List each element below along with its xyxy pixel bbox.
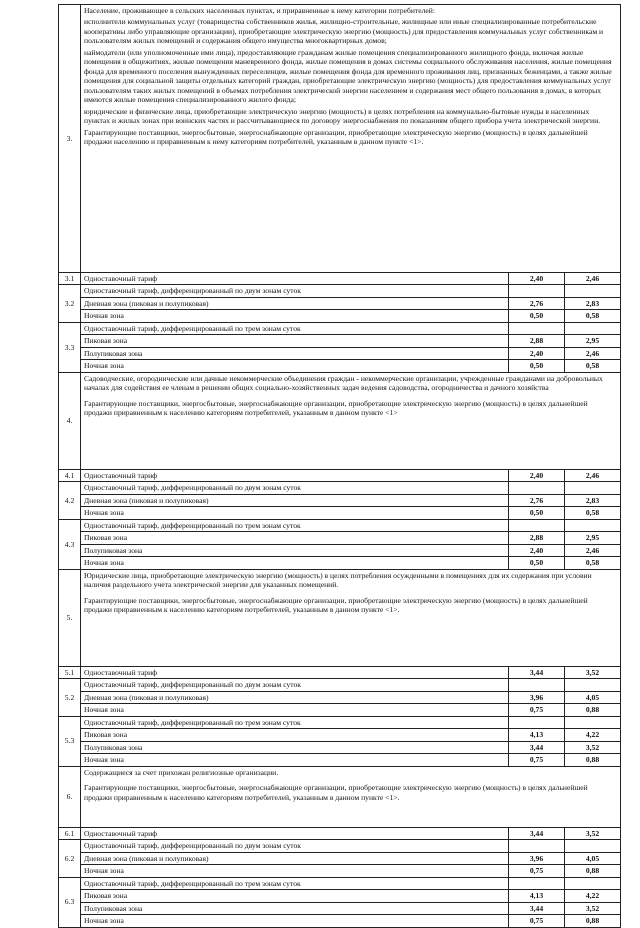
tariff-value-second-half: 2,46 [565,469,621,481]
zone-label: Пиковая зона [81,890,509,902]
category-description [81,766,621,827]
tariff-row-two-zone-title [59,482,621,494]
category-description [81,569,621,666]
tariff-row-single [59,666,621,678]
tariff-value-second-half: 0,88 [565,704,621,716]
tariff-row-two-zone-title [59,840,621,852]
tariff-row-zone [59,335,621,347]
category-paragraph: Содержащиеся за счет прихожан религиозные организации. [84,767,279,777]
zone-label: Дневная зона (пиковая и полупиковая) [81,691,509,703]
tariff-subheading: Одноставочный тариф, дифференцированный по трем зонам суток [81,716,509,728]
tariff-value-first-half: 2,88 [509,335,565,347]
zone-label: Полупиковая зона [81,741,509,753]
category-paragraph: Гарантирующие поставщики, энергосбытовые, энергоснабжающие организации, приобретающие электрическую энергию (мощность) в целях дальнейшей продажи приравненным к населению категориям потребителей, указанным в данном пункте <1>. [84,595,588,615]
tariff-value-first-half: 0,50 [509,557,565,569]
tariff-row-zone [59,902,621,914]
tariff-row-single [59,827,621,839]
tariff-value-empty [565,482,621,494]
category-paragraph: юридические и физические лица, приобретающие электрическую энергию (мощность) в целях потребления на коммунально-бытовые нужды в населенных пунктах и жилых зонах при воинских частях и рассчитывающиеся по договору энергоснабжения по показаниям общего прибора учета электрической энергии. [84,106,601,126]
zone-label: Полупиковая зона [81,902,509,914]
tariff-subheading: Одноставочный тариф, дифференцированный по двум зонам суток [81,285,509,297]
tariff-value-second-half: 0,58 [565,557,621,569]
tariff-row-three-zone-title [59,322,621,334]
tariff-row-zone [59,557,621,569]
category-description [81,372,621,469]
tariff-row-zone [59,890,621,902]
tariff-row-zone [59,507,621,519]
tariff-subheading: Одноставочный тариф, дифференцированный по двум зонам суток [81,840,509,852]
tariff-value-first-half: 0,50 [509,507,565,519]
zone-label: Дневная зона (пиковая и полупиковая) [81,494,509,506]
tariff-value-second-half: 2,83 [565,297,621,309]
tariff-value-first-half: 3,44 [509,902,565,914]
tariff-value-second-half: 4,22 [565,729,621,741]
tariff-value-first-half: 2,76 [509,494,565,506]
tariff-value-second-half: 2,46 [565,544,621,556]
tariff-value-empty [565,519,621,531]
zone-label: Пиковая зона [81,335,509,347]
tariff-number: 6.2 [59,840,81,877]
category-row [59,372,621,469]
tariff-value-empty [565,679,621,691]
tariff-value-first-half: 0,75 [509,754,565,766]
tariff-subheading: Одноставочный тариф, дифференцированный по двум зонам суток [81,679,509,691]
zone-label: Ночная зона [81,310,509,322]
category-row [59,766,621,827]
category-paragraph: Юридические лица, приобретающие электрическую энергию (мощность) в целях потребления осужденными в помещениях для их содержания при условии наличия раздельного учета электрической энергии для указанных помещений. [84,570,592,590]
zone-label: Дневная зона (пиковая и полупиковая) [81,297,509,309]
category-number: 3. [59,5,81,273]
tariff-number: 6.3 [59,877,81,927]
tariff-value-second-half: 0,58 [565,507,621,519]
tariff-number: 6.1 [59,827,81,839]
zone-label: Ночная зона [81,557,509,569]
tariff-value-empty [565,285,621,297]
tariff-value-first-half: 2,40 [509,347,565,359]
tariff-value-first-half: 4,13 [509,729,565,741]
category-number: 6. [59,766,81,827]
tariff-value-first-half: 0,75 [509,865,565,877]
tariff-row-two-zone-title [59,679,621,691]
tariff-row-three-zone-title [59,877,621,889]
tariff-value-empty [509,322,565,334]
tariff-value-second-half: 2,95 [565,335,621,347]
tariff-value-second-half: 4,22 [565,890,621,902]
tariff-value-second-half: 0,88 [565,915,621,927]
tariff-number: 5.2 [59,679,81,716]
tariff-value-first-half: 3,44 [509,827,565,839]
tariff-row-zone [59,360,621,372]
tariff-number: 3.1 [59,273,81,285]
tariff-value-first-half: 2,40 [509,544,565,556]
tariff-row-single [59,273,621,285]
tariff-value-empty [509,519,565,531]
tariff-number: 4.2 [59,482,81,519]
tariff-value-second-half: 4,05 [565,852,621,864]
tariff-label: Одноставочный тариф [81,827,509,839]
tariff-value-first-half: 3,96 [509,852,565,864]
tariff-value-empty [509,482,565,494]
tariff-row-zone [59,544,621,556]
zone-label: Полупиковая зона [81,544,509,556]
tariff-row-zone [59,691,621,703]
tariff-value-second-half: 0,88 [565,865,621,877]
tariff-value-empty [509,840,565,852]
tariff-value-second-half: 0,58 [565,360,621,372]
category-number: 4. [59,372,81,469]
tariff-value-second-half: 2,46 [565,347,621,359]
tariff-label: Одноставочный тариф [81,666,509,678]
tariff-row-zone [59,729,621,741]
tariff-value-empty [509,679,565,691]
tariff-value-second-half: 0,58 [565,310,621,322]
category-number: 5. [59,569,81,666]
tariff-number: 4.1 [59,469,81,481]
tariff-value-second-half: 2,95 [565,532,621,544]
tariff-row-zone [59,347,621,359]
tariff-row-zone [59,865,621,877]
tariff-row-zone [59,704,621,716]
tariff-subheading: Одноставочный тариф, дифференцированный по двум зонам суток [81,482,509,494]
category-description [81,5,621,273]
tariff-row-zone [59,310,621,322]
tariff-row-zone [59,494,621,506]
category-paragraph: наймодатели (или уполномоченные ими лица), предоставляющие гражданам жилые помещения специализированного жилищного фонда, включая жилые помещения в общежитиях, жилые помещения маневренного фонда, жилые помещения в домах системы социального обслуживания населения, жилые помещения фонда для временного поселения вынужденных переселенцев, жилые помещения фонда для временного проживания лиц, признанных беженцами, а также жилые помещения для социальной защиты отдельных категорий граждан, приобретающие электрическую энергию (мощность) для предоставления коммунальных услуг пользователям таких жилых помещений в объемах потребления электрической энергии населением и содержания мест общего пользования в домах, в которых имеются жилые помещения специализированного жилого фонда; [84,47,612,105]
tariff-value-empty [565,322,621,334]
tariff-row-two-zone-title [59,285,621,297]
tariff-value-first-half: 3,44 [509,666,565,678]
zone-label: Дневная зона (пиковая и полупиковая) [81,852,509,864]
tariff-subheading: Одноставочный тариф, дифференцированный по трем зонам суток [81,322,509,334]
tariff-number: 3.2 [59,285,81,322]
tariff-value-first-half: 0,75 [509,704,565,716]
zone-label: Ночная зона [81,754,509,766]
zone-label: Ночная зона [81,704,509,716]
tariff-row-zone [59,532,621,544]
tariff-value-first-half: 2,76 [509,297,565,309]
tariff-value-first-half: 4,13 [509,890,565,902]
tariff-row-single [59,469,621,481]
tariff-value-second-half: 4,05 [565,691,621,703]
zone-label: Пиковая зона [81,532,509,544]
tariff-value-first-half: 0,50 [509,360,565,372]
tariff-table-body [59,5,621,928]
tariff-number: 5.3 [59,716,81,766]
tariff-label: Одноставочный тариф [81,469,509,481]
tariff-value-empty [565,877,621,889]
tariff-value-second-half: 2,46 [565,273,621,285]
tariff-table [58,4,621,928]
zone-label: Ночная зона [81,360,509,372]
tariff-value-first-half: 2,40 [509,273,565,285]
tariff-value-empty [509,285,565,297]
tariff-row-three-zone-title [59,716,621,728]
tariff-value-first-half: 3,44 [509,741,565,753]
tariff-value-second-half: 0,88 [565,754,621,766]
zone-label: Ночная зона [81,865,509,877]
category-paragraph: Садоводческие, огороднические или дачные некоммерческие объединения граждан - некоммерческие организации, учрежденные гражданами на добровольных началах для содействия ее членам в решении общих социально-хозяйственных задач ведения садоводства, огородничества и дачного хозяйства [84,373,603,393]
category-paragraph: Население, проживающее в сельских населенных пунктах, и приравненные к нему категории потребителей: [84,6,435,15]
tariff-row-three-zone-title [59,519,621,531]
tariff-number: 3.3 [59,322,81,372]
tariff-value-first-half: 2,40 [509,469,565,481]
tariff-value-first-half: 2,88 [509,532,565,544]
category-row [59,5,621,273]
category-paragraph: Гарантирующие поставщики, энергосбытовые, энергоснабжающие организации, приобретающие электрическую энергию (мощность) в целях дальнейшей продажи приравненным к населению категориям потребителей, указанным в данном пункте <1> [84,398,588,418]
tariff-value-second-half: 3,52 [565,902,621,914]
tariff-subheading: Одноставочный тариф, дифференцированный по трем зонам суток [81,877,509,889]
zone-label: Ночная зона [81,915,509,927]
tariff-row-zone [59,297,621,309]
category-paragraph: Гарантирующие поставщики, энергосбытовые, энергоснабжающие организации, приобретающие электрическую энергию (мощность) в целях дальнейшей продажи приравненным к населению категориям потребителей, указанным в данном пункте <1>. [84,783,588,802]
tariff-value-first-half: 3,96 [509,691,565,703]
tariff-subheading: Одноставочный тариф, дифференцированный по трем зонам суток [81,519,509,531]
zone-label: Полупиковая зона [81,347,509,359]
tariff-value-empty [565,716,621,728]
tariff-number: 5.1 [59,666,81,678]
tariff-row-zone [59,741,621,753]
tariff-number: 4.3 [59,519,81,569]
tariff-value-second-half: 3,52 [565,741,621,753]
tariff-value-first-half: 0,75 [509,915,565,927]
tariff-row-zone [59,852,621,864]
tariff-row-zone [59,754,621,766]
category-row [59,569,621,666]
tariff-value-empty [509,877,565,889]
tariff-row-zone [59,915,621,927]
tariff-value-second-half: 3,52 [565,827,621,839]
zone-label: Ночная зона [81,507,509,519]
tariff-value-empty [565,840,621,852]
tariff-value-second-half: 2,83 [565,494,621,506]
zone-label: Пиковая зона [81,729,509,741]
tariff-value-second-half: 3,52 [565,666,621,678]
category-paragraph: исполнители коммунальных услуг (товарищества собственников жилья, жилищно-строительные, жилищные или иные специализированные потребительские кооперативы либо управляющие организации), приобретающие электрическую энергию (мощность) для предоставления коммунальных услуг собственникам и пользователям жилых помещений и содержания общего имущества многоквартирных домов; [84,17,604,46]
category-paragraph: Гарантирующие поставщики, энергосбытовые, энергоснабжающие организации, приобретающие электрическую энергию (мощность) в целях дальнейшей продажи населению и приравненным к нему категориям потребителей, указанным в данном пункте <1>. [84,127,588,147]
tariff-value-first-half: 0,50 [509,310,565,322]
tariff-value-empty [509,716,565,728]
tariff-label: Одноставочный тариф [81,273,509,285]
